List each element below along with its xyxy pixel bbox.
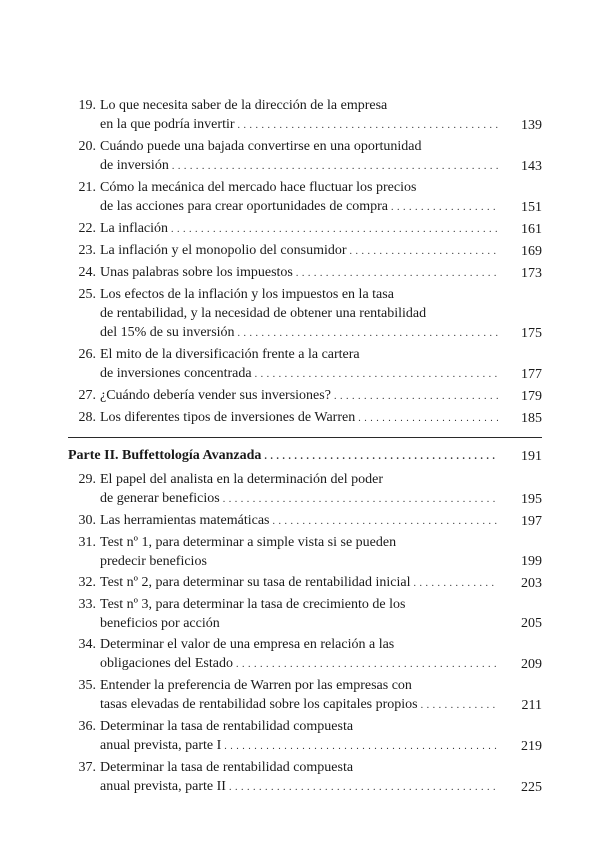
entry-text-line: Determinar la tasa de rentabilidad compuesta <box>100 760 354 775</box>
part-title: Parte II. Buffettología Avanzada . . . <box>68 446 498 466</box>
entry-number: 21. <box>78 180 96 195</box>
toc-entry-30 <box>68 511 542 531</box>
entry-page-number: 151 <box>521 200 542 215</box>
entry-text-line: Los diferentes tipos de inversiones de Warren . . . <box>100 408 498 428</box>
toc-part-heading <box>68 446 542 466</box>
entry-text-line: Cómo la mecánica del mercado hace fluctuar los precios <box>100 180 417 195</box>
toc-entry-34 <box>68 635 542 674</box>
toc-entry-31 <box>68 533 542 571</box>
entry-page-number: 143 <box>521 159 542 174</box>
toc-entry-19 <box>68 96 542 135</box>
entry-text-line: Test nº 2, para determinar su tasa de rentabilidad inicial . . . <box>100 573 498 593</box>
entry-page-number: 173 <box>521 266 542 281</box>
toc-entry-33 <box>68 595 542 633</box>
entry-number: 22. <box>78 221 96 236</box>
entry-page-number: 175 <box>521 326 542 341</box>
entry-number: 26. <box>78 347 96 362</box>
entry-number: 19. <box>78 98 96 113</box>
entry-text-line: ¿Cuándo debería vender sus inversiones? . . . <box>100 386 498 406</box>
entry-number: 34. <box>78 637 96 652</box>
entry-text-line: anual prevista, parte I . . . <box>100 736 498 756</box>
entry-number: 20. <box>78 139 96 154</box>
entry-number: 31. <box>78 535 96 550</box>
toc-entry-35 <box>68 676 542 715</box>
entry-number: 25. <box>78 287 96 302</box>
toc-entry-32 <box>68 573 542 593</box>
toc-entry-29 <box>68 470 542 509</box>
entry-number: 35. <box>78 678 96 693</box>
entry-number: 33. <box>78 597 96 612</box>
section-divider <box>68 437 542 438</box>
entry-number: 27. <box>78 388 96 403</box>
entry-text-line: predecir beneficios <box>100 554 207 569</box>
entry-number: 28. <box>78 410 96 425</box>
entry-page-number: 211 <box>521 698 542 713</box>
entry-text-line: Lo que necesita saber de la dirección de la empresa <box>100 98 388 113</box>
part-page-number: 191 <box>521 449 542 464</box>
toc-entry-27 <box>68 386 542 406</box>
entry-page-number: 199 <box>521 554 542 569</box>
entry-text-line: tasas elevadas de rentabilidad sobre los capitales propios . . . <box>100 695 498 715</box>
entry-number: 37. <box>78 760 96 775</box>
entry-text-line: Entender la preferencia de Warren por las empresas con <box>100 678 412 693</box>
entry-page-number: 179 <box>521 389 542 404</box>
toc-entry-37 <box>68 758 542 797</box>
entry-text-line: Test nº 3, para determinar la tasa de crecimiento de los <box>100 597 406 612</box>
entry-page-number: 209 <box>521 657 542 672</box>
toc-entry-36 <box>68 717 542 756</box>
entry-text-line: de inversiones concentrada . . . <box>100 364 498 384</box>
entry-text-line: El papel del analista en la determinación del poder <box>100 472 383 487</box>
toc-entry-26 <box>68 345 542 384</box>
entry-number: 32. <box>78 575 96 590</box>
entry-text-line: de generar beneficios . . . <box>100 489 498 509</box>
entry-text-line: La inflación y el monopolio del consumidor . . . <box>100 241 498 261</box>
entry-page-number: 197 <box>521 514 542 529</box>
entry-text-line: Determinar el valor de una empresa en relación a las <box>100 637 395 652</box>
toc-entry-22 <box>68 219 542 239</box>
entry-text-line: beneficios por acción <box>100 616 220 631</box>
entry-page-number: 195 <box>521 492 542 507</box>
entry-text-line: anual prevista, parte II . . . <box>100 777 498 797</box>
entry-text-line: Las herramientas matemáticas . . . <box>100 511 498 531</box>
entry-text-line: Test nº 1, para determinar a simple vista si se pueden <box>100 535 397 550</box>
entry-number: 30. <box>78 513 96 528</box>
entry-text-line: en la que podría invertir . . . <box>100 115 498 135</box>
entry-page-number: 203 <box>521 576 542 591</box>
entry-page-number: 169 <box>521 244 542 259</box>
entry-text-line: Determinar la tasa de rentabilidad compuesta <box>100 719 354 734</box>
toc-entry-20 <box>68 137 542 176</box>
entry-number: 29. <box>78 472 96 487</box>
toc-entry-28 <box>68 408 542 428</box>
toc-entry-24 <box>68 263 542 283</box>
entry-page-number: 205 <box>521 616 542 631</box>
entry-text-line: de inversión . . . <box>100 156 498 176</box>
entry-text-line: La inflación . . . <box>100 219 498 239</box>
entry-page-number: 161 <box>521 222 542 237</box>
entry-number: 23. <box>78 243 96 258</box>
toc-entry-25 <box>68 285 542 343</box>
entry-number: 36. <box>78 719 96 734</box>
toc-entry-23 <box>68 241 542 261</box>
table-of-contents <box>68 96 542 799</box>
entry-text-line: Cuándo puede una bajada convertirse en una oportunidad <box>100 139 422 154</box>
entry-page-number: 139 <box>521 118 542 133</box>
entry-page-number: 225 <box>521 780 542 795</box>
entry-text-line: de las acciones para crear oportunidades de compra . . . <box>100 197 498 217</box>
toc-entry-21 <box>68 178 542 217</box>
entry-text-line: El mito de la diversificación frente a la cartera <box>100 347 360 362</box>
entry-text-line: Los efectos de la inflación y los impuestos en la tasa <box>100 287 394 302</box>
entry-text-line: Unas palabras sobre los impuestos . . . <box>100 263 498 283</box>
entry-page-number: 219 <box>521 739 542 754</box>
entry-text-line: obligaciones del Estado . . . <box>100 654 498 674</box>
entry-text-line: de rentabilidad, y la necesidad de obtener una rentabilidad <box>100 306 427 321</box>
entry-text-line: del 15% de su inversión . . . <box>100 323 498 343</box>
entry-page-number: 185 <box>521 411 542 426</box>
entry-number: 24. <box>78 265 96 280</box>
entry-page-number: 177 <box>521 367 542 382</box>
